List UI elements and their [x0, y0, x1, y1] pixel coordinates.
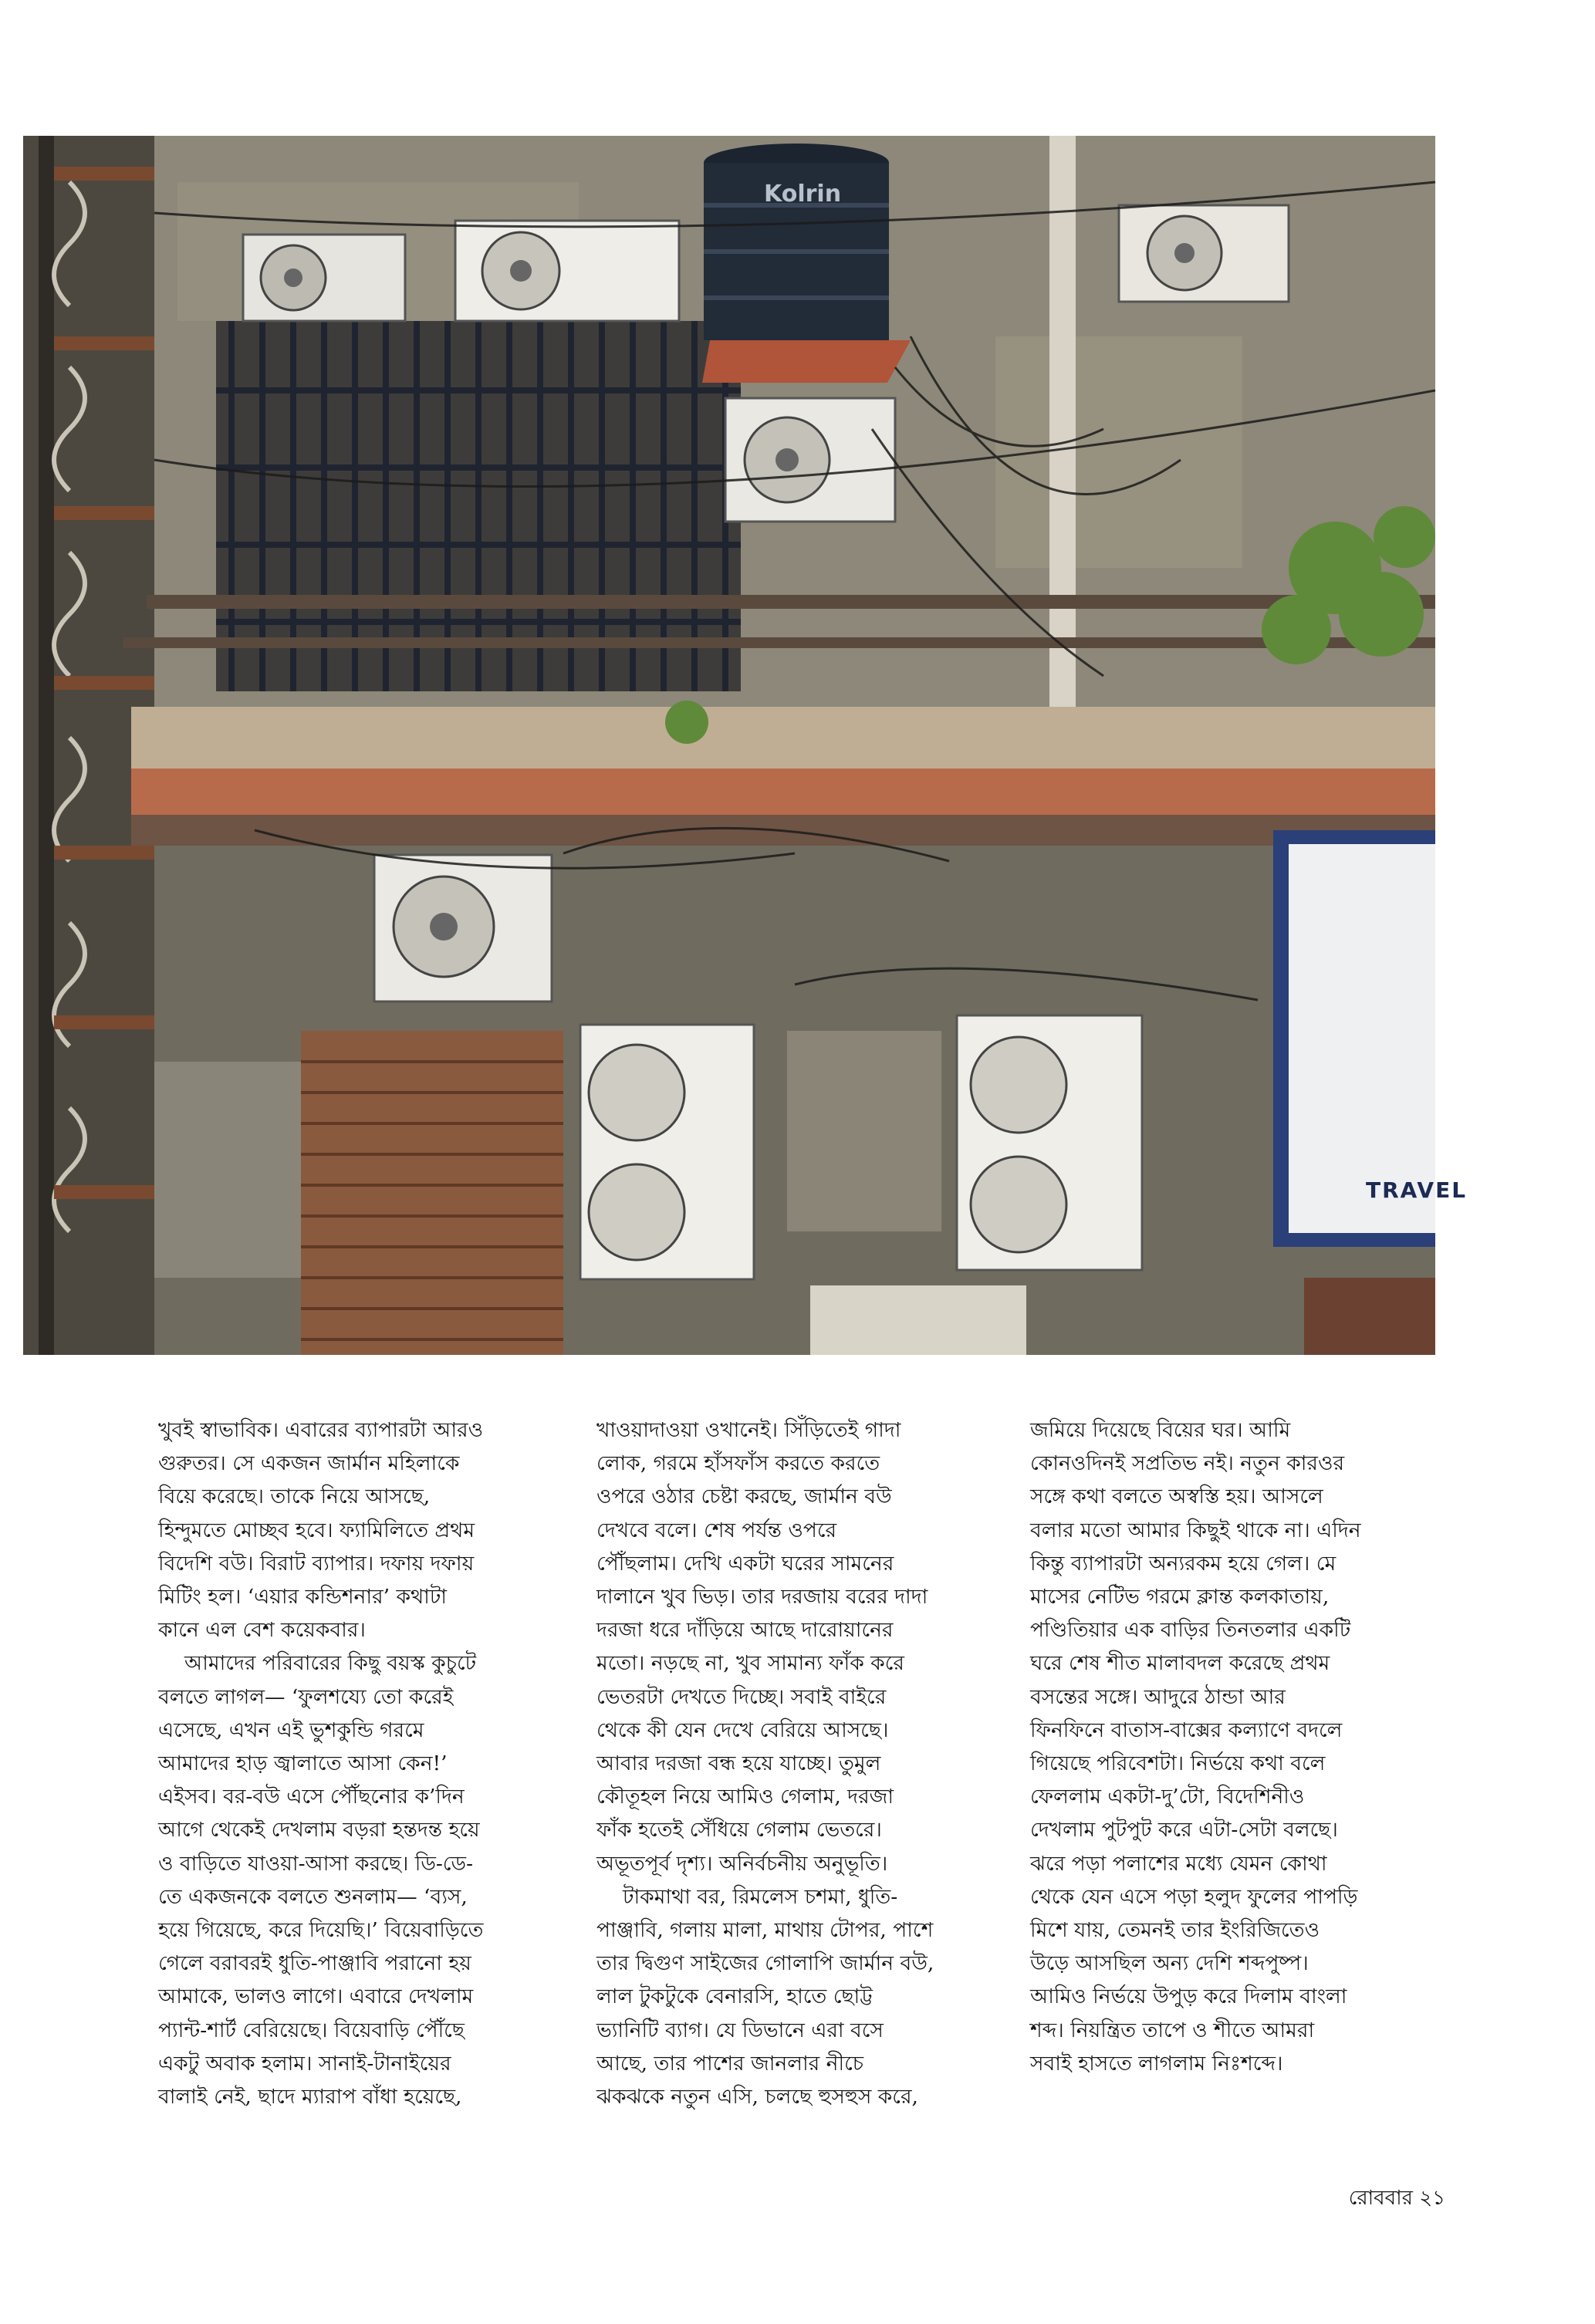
article-line: গিয়েছে পরিবেশটা। নির্ভয়ে কথা বলে	[1030, 1751, 1326, 1776]
article-line: থেকে কী যেন দেখে বেরিয়ে আসছে।	[596, 1718, 889, 1742]
article-line: আগে থেকেই দেখলাম বড়রা হন্তদন্ত হয়ে	[158, 1818, 480, 1843]
article-column-3	[1030, 1414, 1447, 2080]
page-folio: রোববার ২১	[1348, 2187, 1445, 2210]
article-photo	[23, 136, 1468, 1355]
article-line: এসেছে, এখন এই ভুশকুন্ডি গরমে	[158, 1718, 424, 1742]
article-line: খাওয়াদাওয়া ওখানেই। সিঁড়িতেই গাদা	[596, 1418, 901, 1442]
article-line: বিয়ে করেছে। তাকে নিয়ে আসছে,	[158, 1485, 431, 1509]
article-line: টাকমাথা বর, রিমলেস চশমা, ধুতি-	[623, 1884, 898, 1909]
article-line: আমাদের পরিবারের কিছু বয়স্ক কুচুটে	[184, 1651, 477, 1676]
article-line: একটু অবাক হলাম। সানাই-টানাইয়ের	[158, 2051, 451, 2076]
article-line: মাসের নেটিভ গরমে ক্লান্ত কলকাতায়,	[1030, 1585, 1330, 1610]
article-line: গেলে বরাবরই ধুতি-পাঞ্জাবি পরানো হয়	[158, 1951, 471, 1976]
article-line: দেখলাম পুটপুট করে এটা-সেটা বলছে।	[1030, 1818, 1338, 1843]
article-line: ফাঁক হতেই সেঁধিয়ে গেলাম ভেতরে।	[596, 1818, 882, 1843]
article-line: সঙ্গে কথা বলতে অস্বস্তি হয়। আসলে	[1030, 1485, 1323, 1509]
ac-unit	[1119, 205, 1289, 302]
article-line: ফেললাম একটা-দু’টো, বিদেশিনীও	[1030, 1785, 1305, 1809]
billboard-text: TRAVEL	[1366, 1177, 1468, 1203]
article-line: শব্দ। নিয়ন্ত্রিত তাপে ও শীতে আমরা	[1030, 2018, 1315, 2042]
watertank-brand-label: Kolrin	[764, 181, 842, 208]
article-line: হয়ে গিয়েছে, করে দিয়েছি।’ বিয়েবাড়িতে	[158, 1918, 484, 1943]
ac-unit	[725, 398, 895, 522]
ac-unit	[580, 1025, 754, 1279]
article-line: মিটিং হল। ‘এয়ার কন্ডিশনার’ কথাটা	[158, 1585, 447, 1610]
article-line: জমিয়ে দিয়েছে বিয়ের ঘর। আমি	[1030, 1418, 1291, 1442]
article-line: ঝরে পড়া পলাশের মধ্যে যেমন কোথা	[1030, 1851, 1327, 1876]
article-line: তে একজনকে বলতে শুনলাম— ‘ব্যস,	[158, 1884, 468, 1909]
article-line: খুবই স্বাভাবিক। এবারের ব্যাপারটা আরও	[158, 1418, 484, 1442]
article-line: থেকে যেন এসে পড়া হলুদ ফুলের পাপড়ি	[1030, 1884, 1358, 1909]
article-line: অভূতপূর্ব দৃশ্য। অনির্বচনীয় অনুভূতি।	[596, 1851, 888, 1876]
water-tank	[702, 144, 911, 383]
article-line: দালানে খুব ভিড়। তার দরজায় বরের দাদা	[596, 1585, 928, 1610]
article-line: আছে, তার পাশের জানলার নীচে	[596, 2051, 864, 2076]
article-line: আমাদের হাড় জ্বালাতে আসা কেন!’	[158, 1751, 448, 1776]
article-line: প্যান্ট-শার্ট বেরিয়েছে। বিয়েবাড়ি পৌঁছে	[158, 2018, 465, 2042]
article-line: ফিনফিনে বাতাস-বাক্সের কল্যাণে বদলে	[1030, 1718, 1343, 1742]
article-line: আবার দরজা বন্ধ হয়ে যাচ্ছে। তুমুল	[596, 1751, 881, 1776]
brick-wall	[301, 1031, 563, 1355]
article-line: মিশে যায়, তেমনই তার ইংরিজিতেও	[1030, 1918, 1320, 1943]
awning	[1304, 1278, 1435, 1355]
barred-window	[216, 321, 741, 691]
article-line: ঝকঝকে নতুন এসি, চলছে হুসহুস করে,	[596, 2085, 918, 2110]
article-line: কিন্তু ব্যাপারটা অন্যরকম হয়ে গেল। মে	[1030, 1551, 1336, 1576]
article-line: ভ্যানিটি ব্যাগ। যে ডিভানে এরা বসে	[596, 2018, 884, 2042]
article-line: বসন্তের সঙ্গে। আদুরে ঠান্ডা আর	[1030, 1684, 1286, 1709]
article-line: হিন্দুমতে মোচ্ছব হবে। ফ্যামিলিতে প্রথম	[158, 1518, 475, 1542]
article-line: ওপরে ওঠার চেষ্টা করছে, জার্মান বউ	[596, 1485, 892, 1509]
ac-unit	[957, 1015, 1142, 1270]
article-line: লোক, গরমে হাঁসফাঁস করতে করতে	[596, 1451, 880, 1476]
article-line: মতো। নড়ছে না, খুব সামান্য ফাঁক করে	[596, 1651, 904, 1676]
article-line: দেখবে বলে। শেষ পর্যন্ত ওপরে	[596, 1518, 837, 1542]
article-line: তার দ্বিগুণ সাইজের গোলাপি জার্মান বউ,	[596, 1951, 934, 1976]
article-line: কোনওদিনই সপ্রতিভ নই। নতুন কারওর	[1030, 1451, 1345, 1476]
article-line: বিদেশি বউ। বিরাট ব্যাপার। দফায় দফায়	[158, 1551, 475, 1576]
article-line: কানে এল বেশ কয়েকবার।	[158, 1618, 366, 1643]
article-line: গুরুতর। সে একজন জার্মান মহিলাকে	[158, 1451, 460, 1476]
article-line: বলতে লাগল— ‘ফুলশয্যে তো করেই	[158, 1684, 454, 1709]
article-column-1	[158, 1414, 575, 2113]
article-line: পৌঁছলাম। দেখি একটা ঘরের সামনের	[596, 1551, 894, 1576]
article-line: কৌতূহল নিয়ে আমিও গেলাম, দরজা	[596, 1785, 894, 1809]
article-line: দরজা ধরে দাঁড়িয়ে আছে দারোয়ানের	[596, 1618, 894, 1643]
ac-unit	[374, 855, 552, 1002]
meter-box	[810, 1285, 1026, 1355]
article-line: পণ্ডিতিয়ার এক বাড়ির তিনতলার একটি	[1030, 1618, 1351, 1643]
article-line: উড়ে আসছিল অন্য দেশি শব্দপুষ্প।	[1030, 1951, 1309, 1976]
article-column-2	[596, 1414, 1013, 2113]
article-line: সবাই হাসতে লাগলাম নিঃশব্দে।	[1030, 2051, 1283, 2076]
article-line: আমিও নির্ভয়ে উপুড় করে দিলাম বাংলা	[1030, 1985, 1347, 2009]
building-facade-illustration	[23, 136, 1435, 1355]
ac-unit	[243, 235, 405, 321]
article-line: ভেতরটা দেখতে দিচ্ছে। সবাই বাইরে	[596, 1684, 887, 1709]
article-line: বালাই নেই, ছাদে ম্যারাপ বাঁধা হয়েছে,	[158, 2085, 462, 2110]
article-line: এইসব। বর-বউ এসে পৌঁছনোর ক’দিন	[158, 1785, 465, 1809]
article-line: লাল টুকটুকে বেনারসি, হাতে ছোট্ট	[596, 1985, 873, 2009]
article-line: পাঞ্জাবি, গলায় মালা, মাথায় টোপর, পাশে	[596, 1918, 934, 1943]
article-line: ঘরে শেষ শীত মালাবদল করেছে প্রথম	[1030, 1651, 1330, 1676]
article-line: ও বাড়িতে যাওয়া-আসা করছে। ডি-ডে-	[158, 1851, 474, 1876]
article-line: বলার মতো আমার কিছুই থাকে না। এদিন	[1030, 1518, 1361, 1542]
ac-unit	[455, 221, 679, 321]
article-line: আমাকে, ভালও লাগে। এবারে দেখলাম	[158, 1985, 474, 2009]
